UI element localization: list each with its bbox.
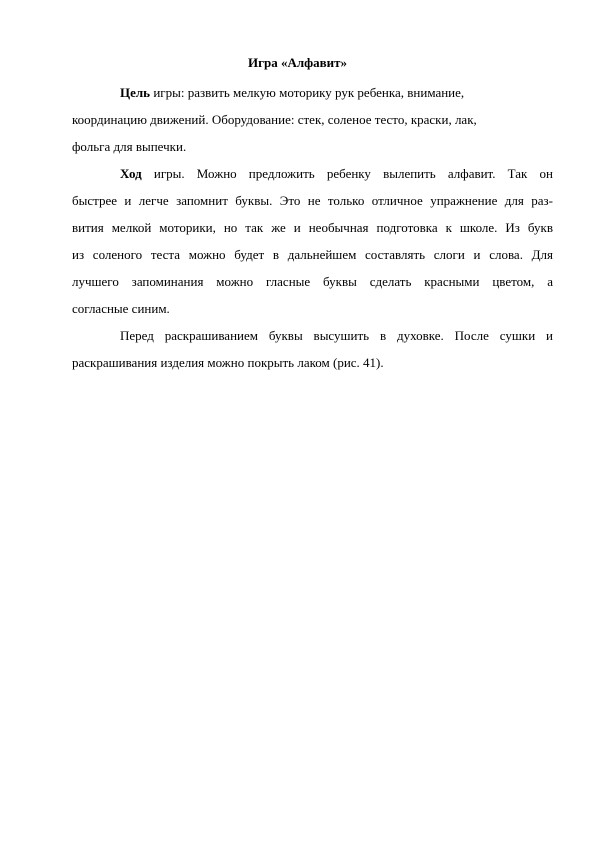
procedure-line-3: вития мелкой моторики, но так же и необычная подготовка к школе. Из букв bbox=[72, 220, 553, 235]
procedure-line-1 bbox=[120, 166, 553, 182]
procedure-line-4: из соленого теста можно будет в дальнейшем составлять слоги и слова. Для bbox=[72, 247, 553, 262]
goal-line-2: координацию движений. Оборудование: стек, соленое тесто, краски, лак, bbox=[72, 112, 477, 127]
document-title: Игра «Алфавит» bbox=[247, 55, 348, 70]
goal-label: Цель bbox=[120, 85, 151, 100]
drying-line-1: Перед раскрашиванием буквы высушить в духовке. После сушки и bbox=[120, 328, 553, 343]
procedure-label: Ход bbox=[120, 166, 142, 181]
procedure-line-1-text: игры. Можно предложить ребенку вылепить алфавит. Так он bbox=[141, 166, 553, 181]
goal-line-1-text: игры: развить мелкую моторику рук ребенка, внимание, bbox=[150, 85, 465, 100]
goal-line-1 bbox=[120, 85, 464, 101]
goal-line-3: фольга для выпечки. bbox=[72, 139, 187, 154]
procedure-line-5: лучшего запоминания можно гласные буквы сделать красными цветом, а bbox=[72, 274, 553, 289]
drying-line-2: раскрашивания изделия можно покрыть лаком (рис. 41). bbox=[72, 355, 384, 370]
procedure-line-6: согласные синим. bbox=[72, 301, 170, 316]
procedure-line-2: быстрее и легче запомнит буквы. Это не только отличное упражнение для раз- bbox=[72, 193, 553, 208]
